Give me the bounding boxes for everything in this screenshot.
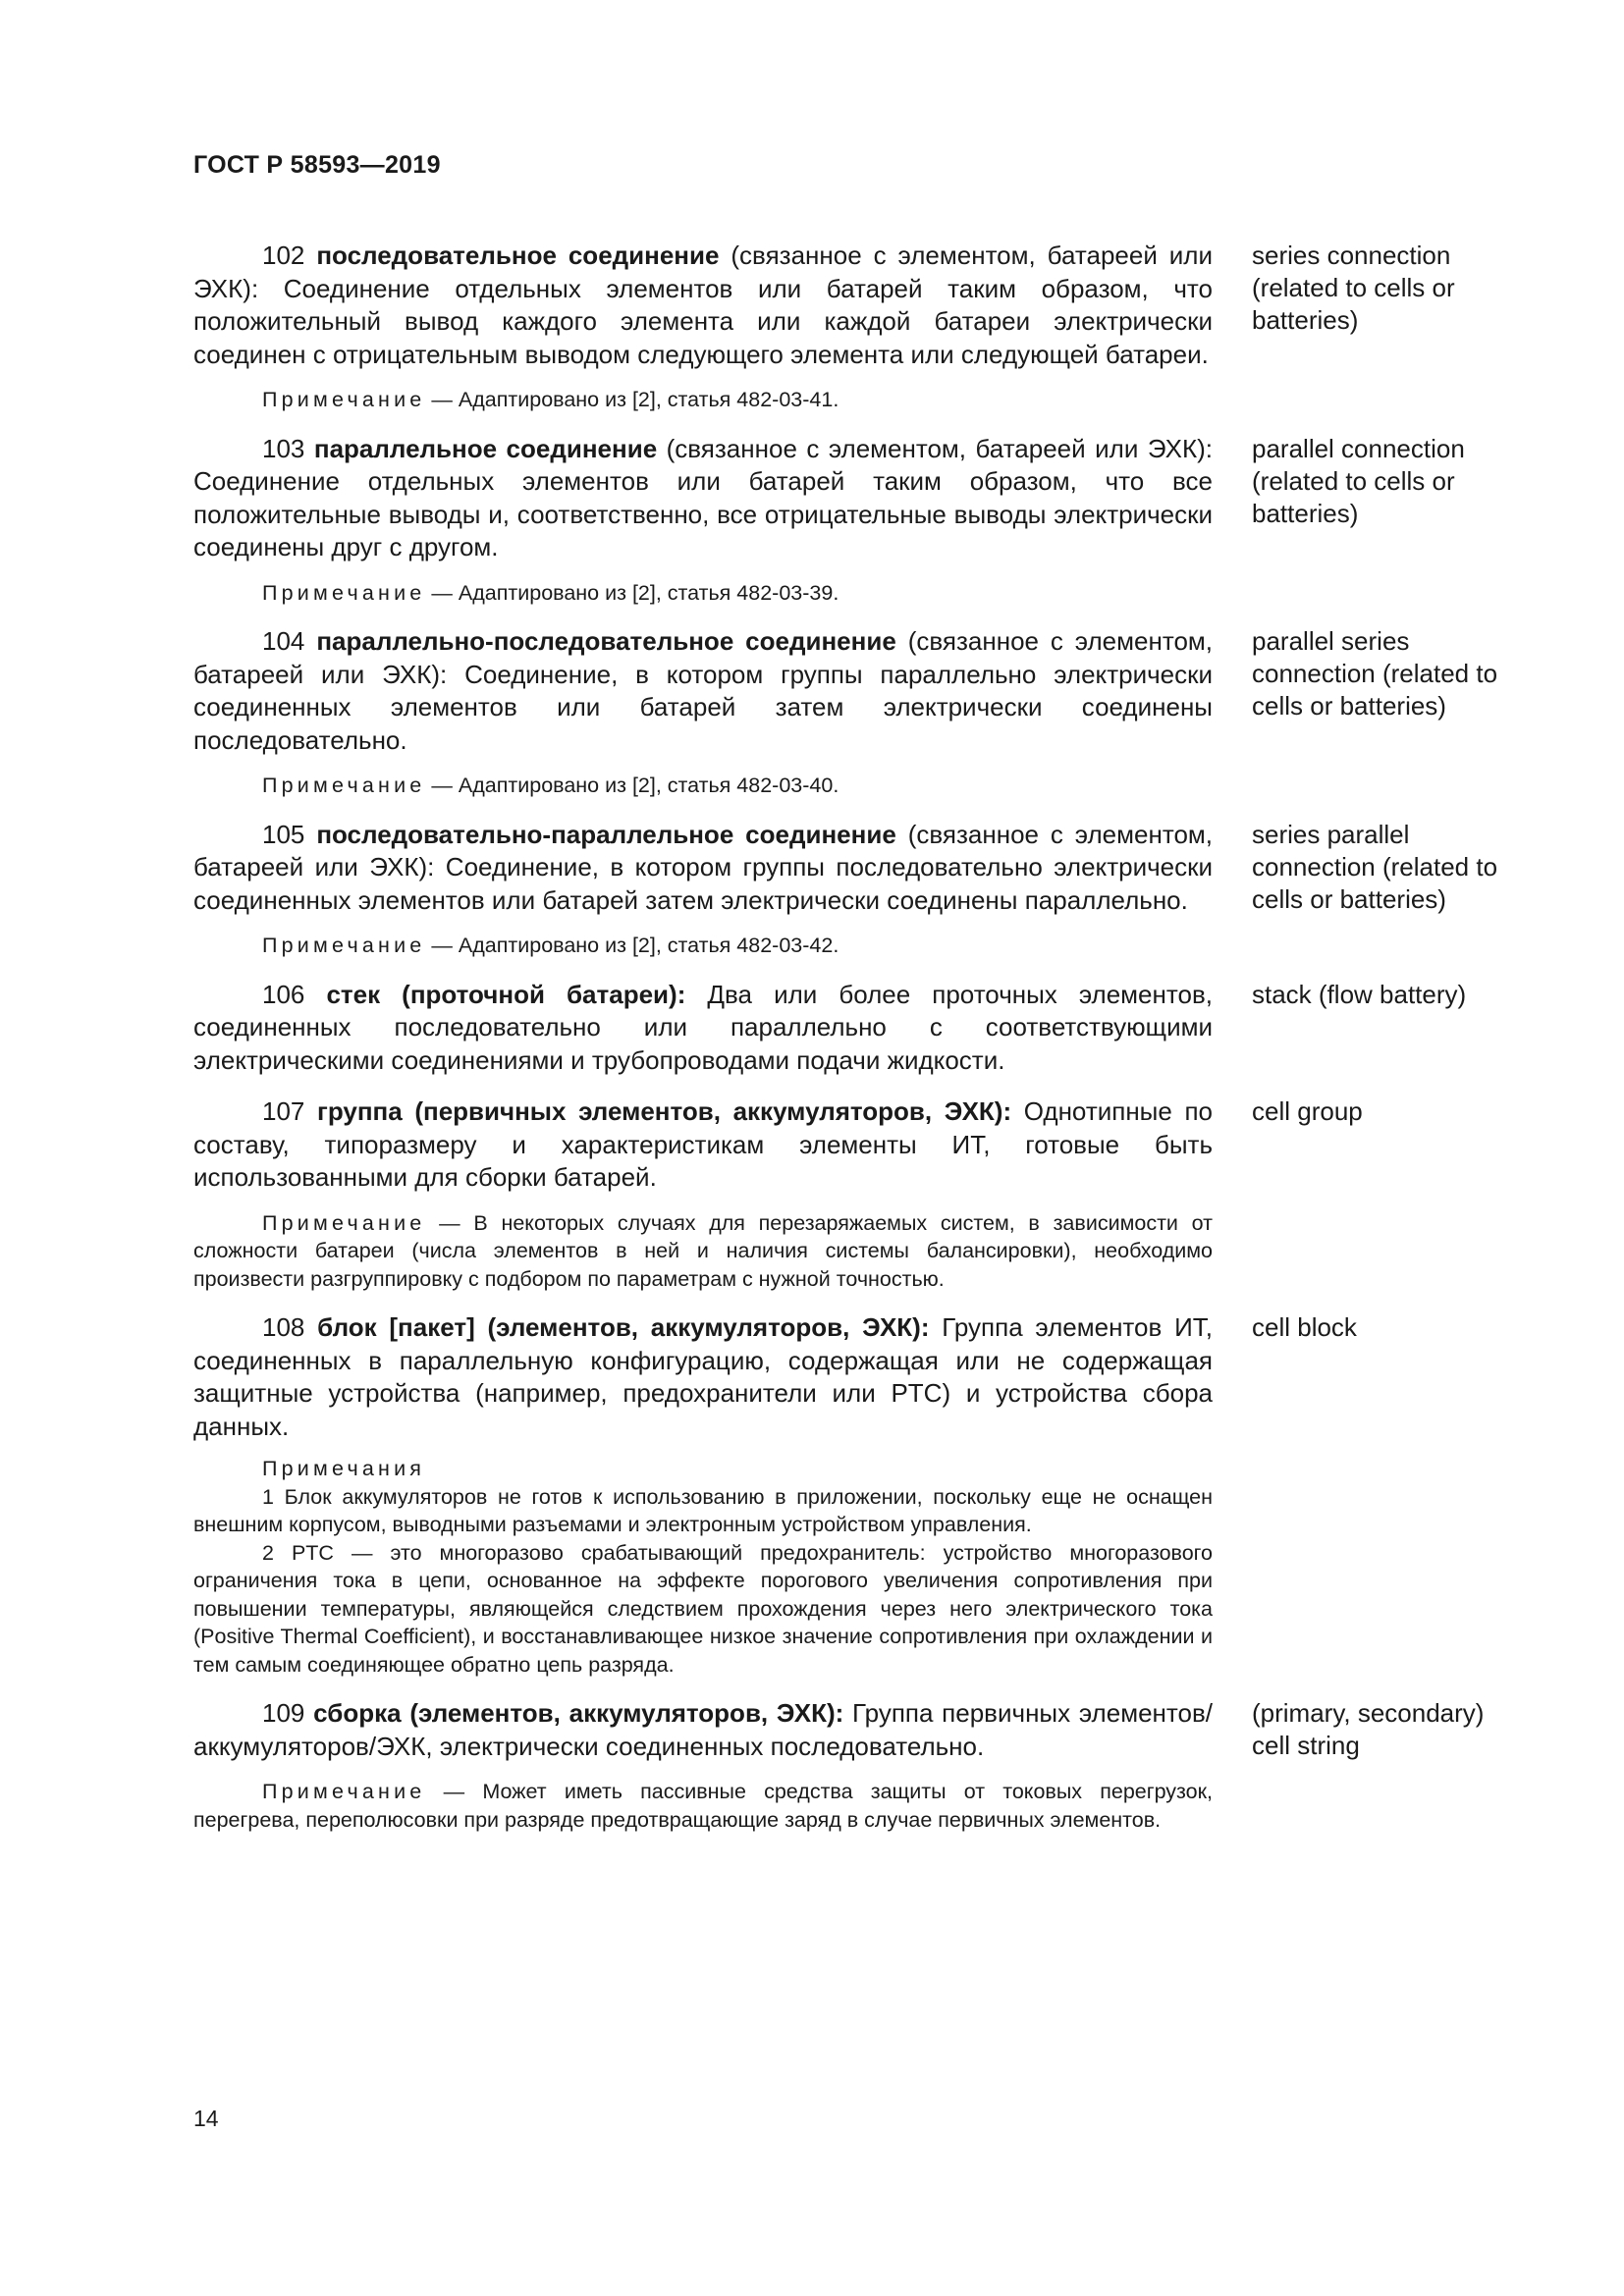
term-definition-text: (связанное с элементом, батареей или ЭХК): Соединение отдельных элементов или батарей таким образом, что положительный вывод каждого элемента или каждой батареи электрически соединен с отрицательным выводом следующего элемента или следующей батареи. bbox=[193, 240, 1214, 369]
term-definition-text: Группа первичных элементов/аккумуляторов/ЭХК, электрически соединенных последовательно. bbox=[193, 1698, 1213, 1761]
term-definition bbox=[193, 979, 1213, 1078]
page-number: 14 bbox=[193, 2106, 219, 2131]
term-entry-104 bbox=[193, 625, 1529, 800]
term-english: parallel series connection (related to cells or batteries) bbox=[1252, 626, 1498, 721]
term-name: блок [пакет] (элементов, аккумуляторов, ЭХК): bbox=[317, 1312, 930, 1342]
note-text: — Адаптировано из [2], статья 482-03-41. bbox=[425, 388, 839, 411]
note-item: 1 Блок аккумуляторов не готов к использованию в приложении, поскольку еще не оснащен внешним корпусом, выводными разъемами и электронным устройством управления. bbox=[193, 1484, 1213, 1536]
term-english: series parallel connection (related to cells or batteries) bbox=[1252, 819, 1498, 914]
term-definition-text: Группа элементов ИТ, соединенных в параллельную конфигурацию, содержащая или не содержащая защитные устройства (например, предохранители или PTC) и устройства сбора данных. bbox=[193, 1312, 1213, 1441]
terms-list bbox=[193, 240, 1529, 1834]
note-label: Примечание bbox=[262, 580, 426, 605]
term-english: cell group bbox=[1252, 1096, 1363, 1126]
term-definition-text: (связанное с элементом, батареей или ЭХК): Соединение отдельных элементов или батарей таким образом, что все положительные выводы и, соответственно, все отрицательные выводы электрически соединены друг с другом. bbox=[193, 433, 1213, 561]
document-header: ГОСТ Р 58593—2019 bbox=[193, 151, 441, 179]
term-english: stack (flow battery) bbox=[1252, 979, 1467, 1009]
term-main bbox=[193, 1095, 1213, 1293]
term-definition bbox=[193, 433, 1213, 564]
term-note bbox=[193, 932, 1213, 960]
note-text: — Адаптировано из [2], статья 482-03-42. bbox=[425, 934, 839, 957]
term-note bbox=[193, 1209, 1213, 1294]
note-text: — В некоторых случаях для перезаряжаемых систем, в зависимости от сложности батареи (числа элементов в ней и наличия системы балансировки), необходимо произвести разгруппировку с подбором по параметрам с нужной точностью. bbox=[193, 1210, 1213, 1291]
term-entry-109 bbox=[193, 1697, 1529, 1834]
notes-title: Примечания bbox=[262, 1457, 426, 1480]
term-number: 107 bbox=[262, 1096, 305, 1126]
term-definition bbox=[193, 819, 1213, 918]
term-name: сборка (элементов, аккумуляторов, ЭХК): bbox=[313, 1698, 844, 1728]
term-note bbox=[193, 579, 1213, 608]
term-name: параллельное соединение bbox=[313, 433, 658, 463]
term-main bbox=[193, 819, 1213, 960]
term-main bbox=[193, 979, 1213, 1078]
term-english: parallel connection (related to cells or batteries) bbox=[1252, 433, 1465, 528]
term-number: 105 bbox=[262, 819, 305, 849]
note-label: Примечание bbox=[262, 1780, 426, 1803]
term-name: последовательное соединение bbox=[316, 240, 720, 270]
term-number: 109 bbox=[262, 1698, 305, 1728]
term-definition bbox=[193, 240, 1213, 371]
term-note bbox=[193, 386, 1213, 414]
term-english: cell block bbox=[1252, 1312, 1357, 1342]
term-note bbox=[193, 772, 1213, 800]
term-number: 106 bbox=[262, 979, 305, 1009]
term-entry-107 bbox=[193, 1095, 1529, 1293]
term-definition-text: (связанное с элементом, батареей или ЭХК): Соединение, в котором группы последовательно электрически соединенных элементов или батарей затем электрически соединены параллельно. bbox=[193, 819, 1213, 915]
term-name: последовательно-параллельное соединение bbox=[316, 819, 896, 849]
note-label: Примечание bbox=[262, 1210, 426, 1235]
term-name: стек (проточной батареи): bbox=[326, 979, 686, 1009]
term-definition-text: Два или более проточных элементов, соединенных последовательно или параллельно с соответствующими электрическими соединениями и трубопроводами подачи жидкости. bbox=[193, 979, 1213, 1075]
term-definition-text: Однотипные по составу, типоразмеру и характеристикам элементы ИТ, готовые быть использованными для сборки батарей. bbox=[193, 1096, 1213, 1192]
term-number: 103 bbox=[262, 433, 305, 463]
note-label: Примечание bbox=[262, 388, 426, 411]
note-text: — Может иметь пассивные средства защиты от токовых перегрузок, перегрева, переполюсовки при разряде предотвращающие заряд в случае первичных элементов. bbox=[193, 1780, 1213, 1832]
term-definition bbox=[193, 1095, 1213, 1195]
term-definition-text: (связанное с элементом, батареей или ЭХК): Соединение, в котором группы параллельно электрически соединенных элементов или батарей затем электрически соединены последовательно. bbox=[193, 626, 1213, 755]
note-text: — Адаптировано из [2], статья 482-03-40. bbox=[425, 774, 839, 797]
term-main bbox=[193, 240, 1213, 414]
term-definition bbox=[193, 1311, 1213, 1443]
note-text: — Адаптировано из [2], статья 482-03-39. bbox=[425, 580, 839, 605]
term-main bbox=[193, 1311, 1213, 1679]
term-number: 108 bbox=[262, 1312, 305, 1342]
term-main bbox=[193, 433, 1213, 608]
term-number: 102 bbox=[262, 240, 305, 270]
term-number: 104 bbox=[262, 626, 305, 656]
term-entry-103 bbox=[193, 433, 1529, 608]
term-main bbox=[193, 1697, 1213, 1834]
term-main bbox=[193, 625, 1213, 800]
term-entry-106 bbox=[193, 979, 1529, 1078]
term-entry-102 bbox=[193, 240, 1529, 414]
note-label: Примечание bbox=[262, 774, 426, 797]
note-item: 2 PTC — это многоразово срабатывающий предохранитель: устройство многоразового ограничения тока в цепи, основанное на эффекте порогового увеличения сопротивления при повышении температуры, являющейся следствием прохождения через него электрического тока (Positive Thermal Coefficient), и восстанавливающее низкое значение сопротивления при охлаждении и тем самым соединяющее обратно цепь разряда. bbox=[193, 1540, 1213, 1677]
term-name: группа (первичных элементов, аккумуляторов, ЭХК): bbox=[317, 1096, 1012, 1126]
term-english: series connection (related to cells or batteries) bbox=[1252, 240, 1455, 335]
term-name: параллельно-последовательное соединение bbox=[316, 626, 896, 656]
term-entry-108 bbox=[193, 1311, 1529, 1679]
term-definition bbox=[193, 1697, 1213, 1763]
term-note bbox=[193, 1778, 1213, 1834]
term-english: (primary, secondary) cell string bbox=[1252, 1698, 1485, 1760]
term-definition bbox=[193, 625, 1213, 757]
term-entry-105 bbox=[193, 819, 1529, 960]
note-label: Примечание bbox=[262, 934, 426, 957]
